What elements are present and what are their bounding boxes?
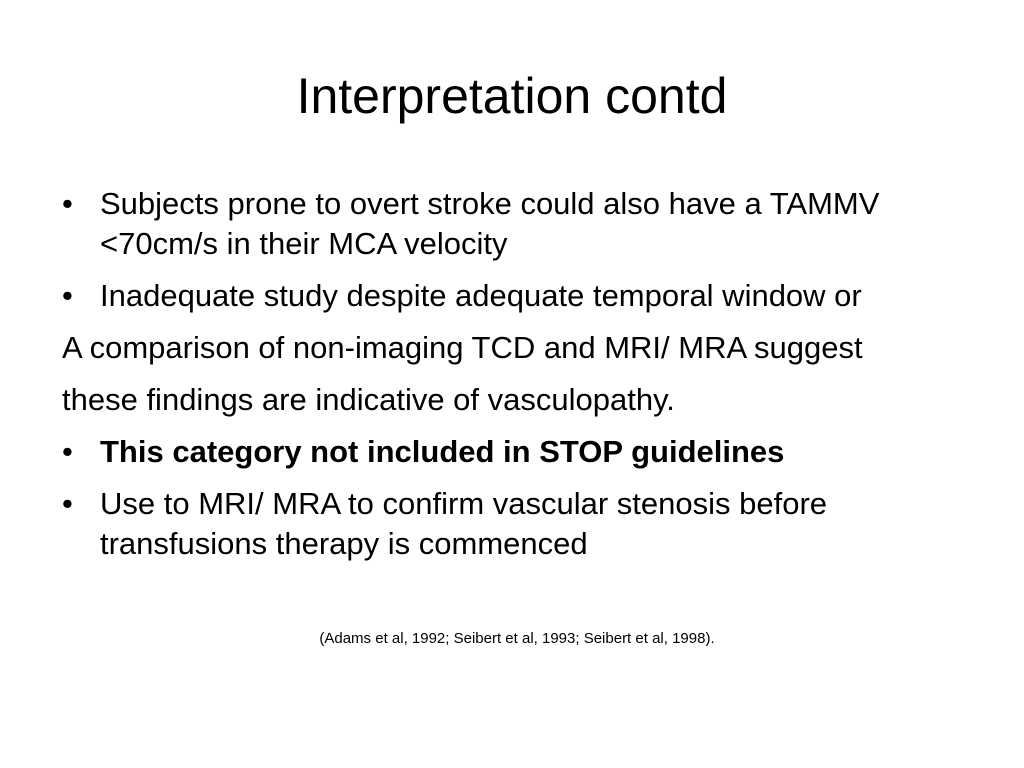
bullet-text: This category not included in STOP guidelines [100,434,785,469]
slide-title: Interpretation contd [296,68,728,124]
bullet-item-stop-guidelines [62,432,992,472]
bullet-item-overt-stroke [62,184,992,264]
bullet-icon: • [62,278,73,313]
bullet-icon: • [62,486,73,521]
bullet-text: Use to MRI/ MRA to confirm vascular stenosis before transfusions therapy is commenced [100,486,828,561]
bullet-item-inadequate-study [62,276,992,316]
paragraph-line: A comparison of non-imaging TCD and MRI/ MRA suggest [62,330,863,365]
slide-body [62,184,992,576]
citation: (Adams et al, 1992; Seibert et al, 1993; Seibert et al, 1998). [319,630,715,647]
bullet-text: Inadequate study despite adequate temporal window or [100,278,862,313]
bullet-icon: • [62,186,73,221]
paragraph-line: these findings are indicative of vasculopathy. [62,382,675,417]
bullet-text: Subjects prone to overt stroke could also have a TAMMV <70cm/s in their MCA velocity [100,186,880,261]
bullet-item-mri-mra [62,484,992,564]
bullet-icon: • [62,434,73,469]
